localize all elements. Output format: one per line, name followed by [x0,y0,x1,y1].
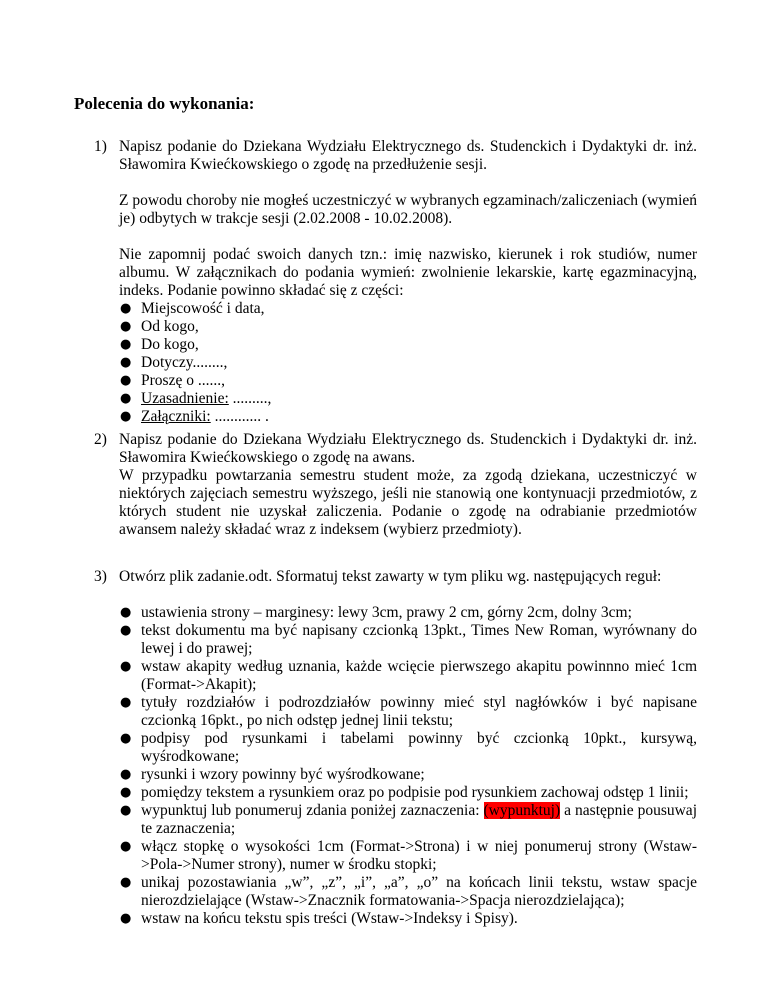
task-number: 1) [94,138,107,155]
bullet-icon: ● [120,337,132,352]
list-item: ● wstaw na końcu tekstu spis treści (Wstaw->Indeksy i Spisy). [120,910,518,927]
bullet-icon: ● [120,659,132,674]
list-item: ● Dotyczy........, [120,354,228,371]
bullet-icon: ● [120,355,132,370]
bullet-icon: ● [120,605,132,620]
bullet-icon: ● [120,391,132,406]
list-item: ● pomiędzy tekstem a rysunkiem oraz po podpisie pod rysunkiem zachowaj odstęp 1 linii; [120,784,689,801]
bullet-icon: ● [120,301,132,316]
list-item: ● Do kogo, [120,336,199,353]
list-item: ● Uzasadnienie: ........., [120,390,272,407]
list-item: ● włącz stopkę o wysokości 1cm (Format->Strona) i w niej ponumeruj strony (Wstaw->Pola->Numer strony), numer w środku stopki; [120,838,697,873]
task-paragraph: W przypadku powtarzania semestru student może, za zgodą dziekana, uczestniczyć w niektórych zajęciach semestru wyższego, jeśli nie stanowią one kontynuacji przedmiotów, z których student nie uzyskał zaliczenia. Podanie o zgodę na odrabianie przedmiotów awansem należy składać wraz z indeksem (wybierz przedmioty). [119,467,697,538]
list-item: ● Proszę o ......, [120,372,225,389]
task-item-1 [94,138,697,426]
bullet-icon: ● [120,695,132,710]
underlined-label: Załączniki: [141,408,211,425]
list-item: ● wypunktuj lub ponumeruj zdania poniżej zaznaczenia: (wypunktuj) a następnie pousuwaj te zaznaczenia; [120,802,697,837]
bullet-icon: ● [120,911,132,926]
task-paragraph: Nie zapomnij podać swoich danych tzn.: imię nazwisko, kierunek i rok studiów, numer albumu. W załącznikach do podania wymień: zwolnienie lekarskie, kartę egazminacyjną, indeks. Podanie powinno składać się z części: [119,246,697,299]
bullet-icon: ● [120,319,132,334]
bullet-icon: ● [120,731,132,746]
bullet-icon: ● [120,767,132,782]
task-item-3 [94,568,697,928]
bullet-icon: ● [120,623,132,638]
bullet-icon: ● [120,373,132,388]
bullet-icon: ● [120,785,132,800]
task-paragraph: Z powodu choroby nie mogłeś uczestniczyć w wybranych egzaminach/zaliczeniach (wymień je) odbytych w trakcje sesji (2.02.2008 - 10.02.2008). [119,192,698,227]
task-number: 3) [94,568,107,585]
task-paragraph: Otwórz plik zadanie.odt. Sformatuj tekst zawarty w tym pliku wg. następujących reguł: [119,568,662,585]
task-paragraph: Napisz podanie do Dziekana Wydziału Elektrycznego ds. Studenckich i Dydaktyki dr. inż. Sławomira Kwiećkowskiego o zgodę na przedłużenie sesji. [119,138,697,173]
bullet-icon: ● [120,839,132,854]
list-item: ● Załączniki: ............ . [120,408,269,425]
bullet-icon: ● [120,875,132,890]
list-item: ● rysunki i wzory powinny być wyśrodkowane; [120,766,425,783]
list-item: ● tytuły rozdziałów i podrozdziałów powinny mieć styl nagłówków i być napisane czcionką 16pkt., po nich odstęp jednej linii tekstu; [120,694,697,729]
highlighted-marker: (wypunktuj) [483,802,561,819]
underlined-label: Uzasadnienie: [141,390,229,407]
bullet-list [119,300,697,426]
list-item: ● wstaw akapity według uznania, każde wcięcie pierwszego akapitu powinnno mieć 1cm (Format->Akapit); [120,658,697,693]
bullet-icon: ● [120,803,132,818]
list-item: ● Od kogo, [120,318,199,335]
page-heading: Polecenia do wykonania: [74,94,255,113]
list-item: ● podpisy pod rysunkami i tabelami powinny być czcionką 10pkt., kursywą, wyśrodkowane; [120,730,697,765]
bullet-icon: ● [120,409,132,424]
task-item-2 [94,431,697,539]
list-item: ● Miejscowość i data, [120,300,265,317]
list-item: ● ustawienia strony – marginesy: lewy 3cm, prawy 2 cm, górny 2cm, dolny 3cm; [120,604,632,621]
task-number: 2) [94,431,107,448]
task-paragraph: Napisz podanie do Dziekana Wydziału Elektrycznego ds. Studenckich i Dydaktyki dr. inż. Sławomira Kwiećkowskiego o zgodę na awans. [119,431,697,466]
list-item: ● tekst dokumentu ma być napisany czcionką 13pkt., Times New Roman, wyrównany do lewej i do prawej; [120,622,697,657]
list-item: ● unikaj pozostawiania „w”, „z”, „i”, „a”, „o” na końcach linii tekstu, wstaw spacje nierozdzielające (Wstaw->Znacznik formatowania->Spacja nierozdzielająca); [120,874,697,909]
bullet-list [119,604,697,928]
